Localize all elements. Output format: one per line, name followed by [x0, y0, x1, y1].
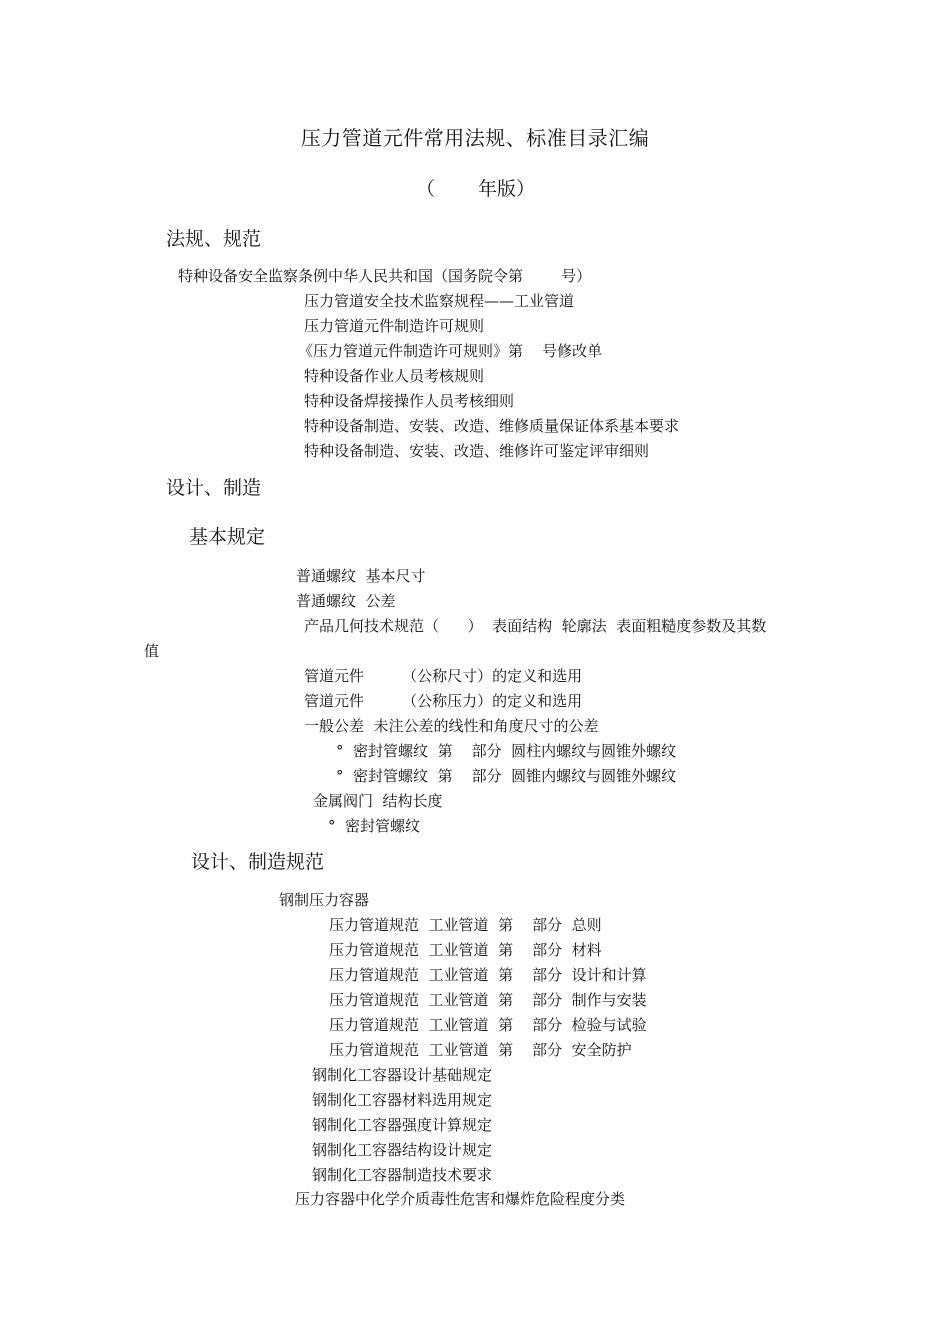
basic-item: 金属阀门 结构长度: [313, 792, 443, 810]
document-title: 压力管道元件常用法规、标准目录汇编: [300, 126, 650, 150]
code-item: 压力容器中化学介质毒性危害和爆炸危险程度分类: [295, 1190, 626, 1208]
subsection-heading-codes: 设计、制造规范: [191, 851, 325, 873]
code-item: 压力管道规范 工业管道 第 部分 设计和计算: [329, 966, 647, 984]
law-item: 特种设备焊接操作人员考核细则: [304, 392, 515, 410]
code-item: 钢制化工容器制造技术要求: [312, 1166, 493, 1184]
basic-item: 产品几何技术规范（ ） 表面结构 轮廓法 表面粗糙度参数及其数: [304, 617, 767, 635]
basic-item: 普通螺纹 基本尺寸: [296, 567, 426, 585]
basic-item-wrap: 值: [144, 642, 160, 660]
basic-item: 一般公差 未注公差的线性和角度尺寸的公差: [304, 717, 599, 735]
code-item: 钢制压力容器: [279, 891, 370, 909]
law-item: 特种设备制造、安装、改造、维修质量保证体系基本要求: [304, 417, 680, 435]
code-item: 压力管道规范 工业管道 第 部分 制作与安装: [329, 991, 647, 1009]
basic-item: 管道元件 （公称尺寸）的定义和选用: [304, 667, 583, 685]
law-item: 压力管道安全技术监察规程——工业管道: [304, 292, 575, 310]
basic-item: ° 密封管螺纹 第 部分 圆柱内螺纹与圆锥外螺纹: [336, 742, 677, 760]
section-heading-laws: 法规、规范: [166, 228, 262, 250]
basic-item: ° 密封管螺纹: [328, 817, 421, 835]
code-item: 压力管道规范 工业管道 第 部分 材料: [329, 941, 602, 959]
basic-item: ° 密封管螺纹 第 部分 圆锥内螺纹与圆锥外螺纹: [336, 767, 677, 785]
subsection-heading-basic: 基本规定: [189, 526, 266, 548]
code-item: 钢制化工容器结构设计规定: [312, 1141, 493, 1159]
code-item: 压力管道规范 工业管道 第 部分 安全防护: [329, 1041, 632, 1059]
code-item: 钢制化工容器设计基础规定: [312, 1066, 493, 1084]
law-item: 特种设备作业人员考核规则: [304, 367, 485, 385]
law-item: 《压力管道元件制造许可规则》第 号修改单: [298, 342, 603, 360]
code-item: 压力管道规范 工业管道 第 部分 总则: [329, 916, 602, 934]
section-heading-design: 设计、制造: [166, 477, 262, 499]
code-item: 压力管道规范 工业管道 第 部分 检验与试验: [329, 1016, 647, 1034]
basic-item: 普通螺纹 公差: [296, 592, 396, 610]
subtitle-year: 年版）: [478, 178, 536, 200]
subtitle-open-paren: （: [416, 178, 436, 200]
law-item: 特种设备制造、安装、改造、维修许可鉴定评审细则: [304, 442, 650, 460]
law-item: 压力管道元件制造许可规则: [304, 317, 485, 335]
law-item: 特种设备安全监察条例中华人民共和国（国务院令第 号）: [178, 267, 592, 285]
code-item: 钢制化工容器强度计算规定: [312, 1116, 493, 1134]
basic-item: 管道元件 （公称压力）的定义和选用: [304, 692, 583, 710]
code-item: 钢制化工容器材料选用规定: [312, 1091, 493, 1109]
